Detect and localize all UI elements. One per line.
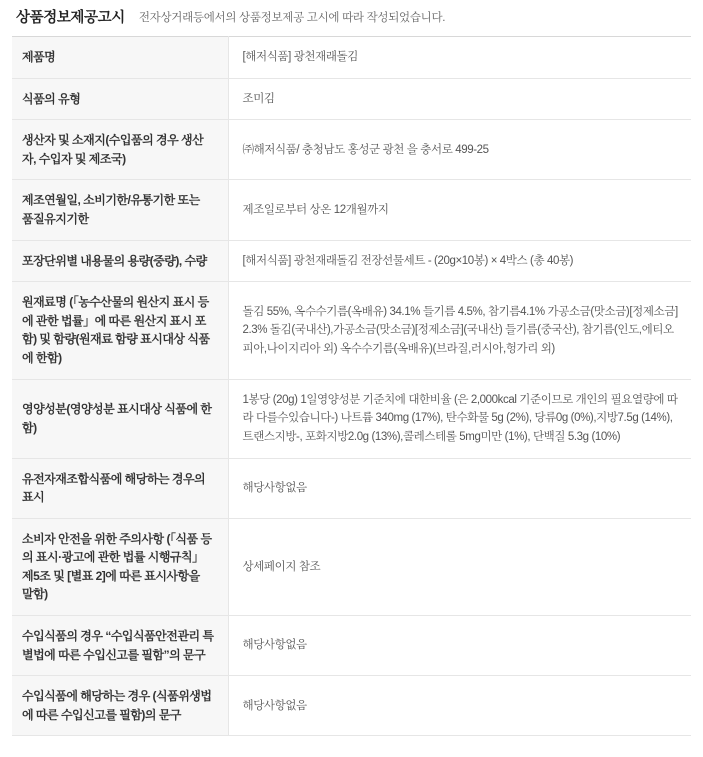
row-value: 상세페이지 참조 [228,518,691,615]
table-row [12,458,691,518]
row-value: 1봉당 (20g) 1일영양성분 기준치에 대한비율 (은 2,000kcal 기준이므로 개인의 필요열량에 따라 다를수있습니다-) 나트륨 340mg (17%), 탄수화물 5g (2%), 당류0g (0%),지방7.5g (14%),트랜스지방-, 포화지방2.0g (13%),콜레스테롤 5mg미만 (1%), 단백질 5.3g (10%) [228,379,691,458]
row-label: 소비자 안전을 위한 주의사항 (「식품 등의 표시·광고에 관한 법률 시행규칙」 제5조 및 [별표 2]에 따른 표시사항을 말함) [12,518,228,615]
table-row [12,240,691,282]
row-value: [해저식품] 광천재래돌김 전장선물세트 - (20g×10봉) × 4박스 (총 40봉) [228,240,691,282]
page-description: 전자상거래등에서의 상품정보제공 고시에 따라 작성되었습니다. [138,11,446,24]
row-value: 해당사항없음 [228,676,691,736]
row-label: 식품의 유형 [12,78,228,120]
table-row [12,78,691,120]
row-label: 영양성분(영양성분 표시대상 식품에 한함) [12,379,228,458]
row-value: 해당사항없음 [228,616,691,676]
row-value: 제조일로부터 상온 12개월까지 [228,180,691,240]
page-title: 상품정보제공고시 [16,10,125,26]
row-value: 조미김 [228,78,691,120]
row-label: 생산자 및 소재지(수입품의 경우 생산자, 수입자 및 제조국) [12,120,228,180]
product-info-table [12,36,691,736]
table-row [12,379,691,458]
row-label: 수입식품에 해당하는 경우 (식품위생법에 따른 수입신고를 필함)의 문구 [12,676,228,736]
row-label: 유전자재조합식품에 해당하는 경우의 표시 [12,458,228,518]
row-value: 돌김 55%, 옥수수기름(옥배유) 34.1% 들기름 4.5%, 참기름4.1% 가공소금(맛소금)[정제소금] 2.3% 돌김(국내산),가공소금(맛소금)[정제소금](국내산) 들기름(중국산), 참기름(인도,에티오피아,나이지리아 외) 옥수수기름(옥배유)(브라질,러시아,헝가리 외) [228,282,691,379]
table-row [12,282,691,379]
row-label: 수입식품의 경우 “수입식품안전관리 특별법에 따른 수입신고를 필함”의 문구 [12,616,228,676]
table-row [12,37,691,79]
table-row [12,120,691,180]
row-label: 원재료명 (「농수산물의 원산지 표시 등에 관한 법률」에 따른 원산지 표시 포함) 및 함량(원재료 함량 표시대상 식품에 한함) [12,282,228,379]
row-value: [해저식품] 광천재래돌김 [228,37,691,79]
table-row [12,676,691,736]
row-value: ㈜해저식품/ 충청남도 홍성군 광천 을 충서로 499-25 [228,120,691,180]
table-row [12,180,691,240]
table-row [12,518,691,615]
row-label: 포장단위별 내용물의 용량(중량), 수량 [12,240,228,282]
page-header [12,0,691,36]
row-label: 제품명 [12,37,228,79]
table-row [12,616,691,676]
row-label: 제조연월일, 소비기한/유통기한 또는 품질유지기한 [12,180,228,240]
table-body [12,37,691,736]
row-value: 해당사항없음 [228,458,691,518]
